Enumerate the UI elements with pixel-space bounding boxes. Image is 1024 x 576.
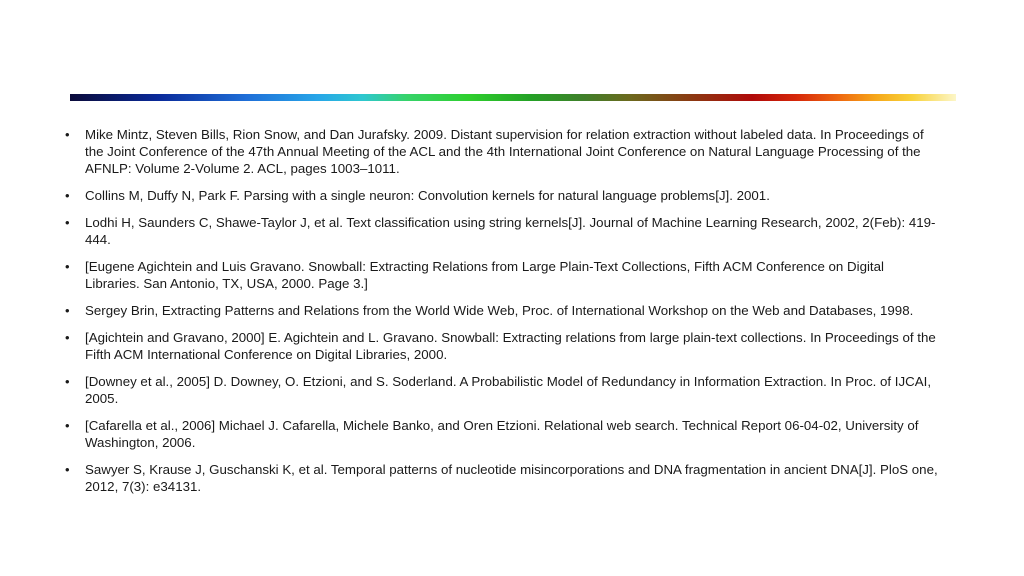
bullet-icon: • [65, 418, 70, 433]
bullet-icon: • [65, 330, 70, 345]
reference-item [62, 461, 942, 495]
reference-text: Sawyer S, Krause J, Guschanski K, et al. Temporal patterns of nucleotide misincorporations and DNA fragmentation in ancient DNA[J]. PloS one, 2012, 7(3): e34131. [85, 462, 938, 494]
reference-item [62, 126, 942, 177]
reference-text: [Eugene Agichtein and Luis Gravano. Snowball: Extracting Relations from Large Plain-Text Collections, Fifth ACM Conference on Digital Libraries. San Antonio, TX, USA, 2000. Page 3.] [85, 259, 884, 291]
bullet-icon: • [65, 374, 70, 389]
reference-text: [Agichtein and Gravano, 2000] E. Agichtein and L. Gravano. Snowball: Extracting relations from large plain-text collections. In Proceedings of the Fifth ACM International Conference on Digital Libraries, 2000. [85, 330, 936, 362]
reference-text: Lodhi H, Saunders C, Shawe-Taylor J, et al. Text classification using string kernels[J]. Journal of Machine Learning Research, 2002, 2(Feb): 419-444. [85, 215, 936, 247]
reference-item [62, 373, 942, 407]
bullet-icon: • [65, 259, 70, 274]
reference-item [62, 187, 942, 204]
reference-text: Mike Mintz, Steven Bills, Rion Snow, and Dan Jurafsky. 2009. Distant supervision for relation extraction without labeled data. In Proceedings of the Joint Conference of the 47th Annual Meeting of the ACL and the 4th International Joint Conference on Natural Language Processing of the AFNLP: Volume 2-Volume 2. ACL, pages 1003–1011. [85, 127, 924, 176]
reference-item [62, 329, 942, 363]
reference-item [62, 258, 942, 292]
reference-item [62, 417, 942, 451]
bullet-icon: • [65, 188, 70, 203]
bullet-icon: • [65, 215, 70, 230]
reference-text: [Cafarella et al., 2006] Michael J. Cafarella, Michele Banko, and Oren Etzioni. Relational web search. Technical Report 06-04-02, University of Washington, 2006. [85, 418, 919, 450]
reference-item [62, 214, 942, 248]
reference-text: [Downey et al., 2005] D. Downey, O. Etzioni, and S. Soderland. A Probabilistic Model of Redundancy in Information Extraction. In Proc. of IJCAI, 2005. [85, 374, 932, 406]
reference-list [62, 126, 942, 505]
bullet-icon: • [65, 462, 70, 477]
bullet-icon: • [65, 303, 70, 318]
reference-text: Collins M, Duffy N, Park F. Parsing with a single neuron: Convolution kernels for natural language problems[J]. 2001. [85, 188, 770, 203]
reference-text: Sergey Brin, Extracting Patterns and Relations from the World Wide Web, Proc. of International Workshop on the Web and Databases, 1998. [85, 303, 914, 318]
spectrum-divider-bar [70, 94, 956, 101]
bullet-icon: • [65, 127, 70, 142]
reference-item [62, 302, 942, 319]
